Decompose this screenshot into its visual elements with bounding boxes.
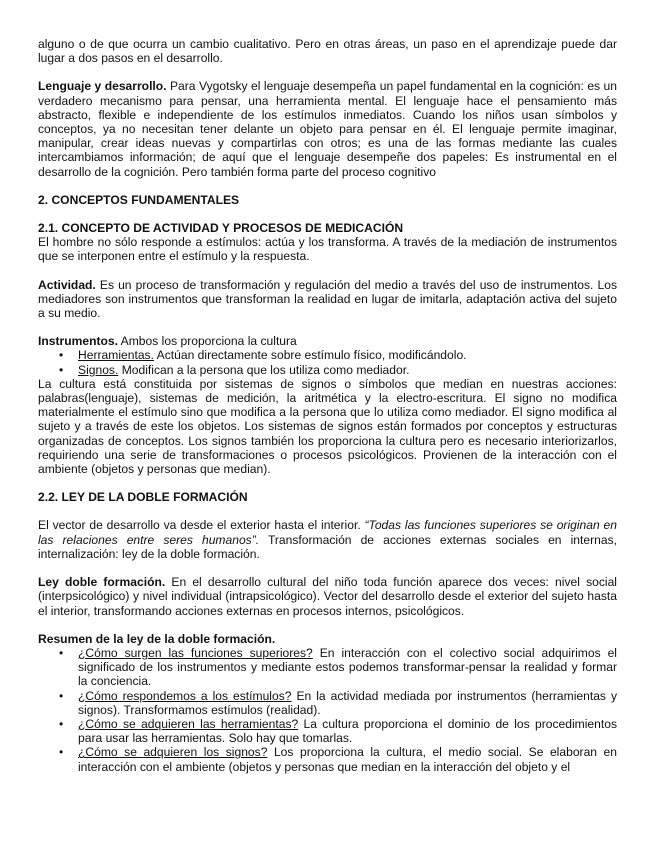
instrumentos-lead: Instrumentos. [38, 334, 118, 349]
lenguaje-text: Para Vygotsky el lenguaje desempeña un papel fundamental en la cognición: es un verdadero mecanismo para pensar, una herramienta mental. El lenguaje hace el pensamiento más abstracto, flexible e independiente de los estímulos inmediatos. Cuando los niños usan símbolos y conceptos, ya no necesitan tener delante un objeto para pensar en él. El lenguaje permite imaginar, manipular, crear ideas nuevas y compartirlas con otros; es una de las formas mediante las cuales intercambiamos información; de aquí que el lenguaje desempeñe dos papeles: Es instrumental en el desarrollo de la cognición. Pero también forma parte del proceso cognitivo [38, 79, 617, 179]
list-item-answer: La cultura proporciona el dominio de los procedimientos para usar las herramientas. Solo hay que tomarlas. [78, 716, 617, 746]
list-item-question: ¿Cómo respondemos a los estímulos? [78, 688, 292, 703]
instrumentos-paragraph [38, 334, 617, 348]
bullet-icon: • [59, 645, 64, 660]
bullet-icon: • [59, 348, 64, 363]
list-item-question: ¿Cómo surgen las funciones superiores? [78, 645, 313, 660]
list-item [38, 717, 617, 745]
list-item-question: ¿Cómo se adquieren los signos? [78, 745, 268, 760]
bullet-icon: • [59, 716, 64, 731]
section-2-1-text: El hombre no sólo responde a estímulos: actúa y los transforma. A través de la mediación de instrumentos que se interponen entre el estímulo y la respuesta. [38, 235, 617, 264]
vector-paragraph [38, 518, 617, 561]
list-item [38, 745, 617, 773]
resumen-title: Resumen de la ley de la doble formación. [38, 631, 276, 646]
bullet-icon: • [59, 688, 64, 703]
list-item-answer: Los proporciona la cultura, el medio social. Se elaboran en interacción con el ambiente (objetos y personas que median en la interacción del objeto y el [78, 745, 617, 774]
list-item-term: Signos. [78, 362, 119, 377]
list-item-term: Herramientas. [78, 348, 154, 363]
instrumentos-text: Ambos los proporciona la cultura [117, 334, 297, 349]
section-2-1-title: 2.1. CONCEPTO DE ACTIVIDAD Y PROCESOS DE MEDICACIÓN [38, 221, 404, 236]
section-2-2-title: 2.2. LEY DE LA DOBLE FORMACIÓN [38, 490, 248, 505]
ley-text: En el desarrollo cultural del niño toda función aparece dos veces: nivel social (interpsicológico) y nivel individual (intrapsicológico). Vector del desarrollo desde el exterior del sujeto hasta el interior, transformando acciones externas en procesos internos, psicológicos. [38, 575, 617, 618]
lenguaje-lead: Lenguaje y desarrollo. [38, 79, 167, 94]
document-page [38, 37, 617, 774]
actividad-lead: Actividad. [38, 277, 96, 292]
list-item [38, 646, 617, 689]
actividad-text: Es un proceso de transformación y regulación del medio a través del uso de instrumentos. Los mediadores son instrumentos que transforman la realidad en lugar de imitarla, adaptación activa del sujeto a su medio. [38, 277, 617, 321]
bullet-icon: • [59, 745, 64, 760]
instrumentos-list [38, 348, 617, 376]
resumen-list [38, 646, 617, 774]
section-2-title: 2. CONCEPTOS FUNDAMENTALES [38, 192, 240, 207]
list-item-text: Modifican a la persona que los utiliza como mediador. [118, 362, 410, 377]
lenguaje-paragraph [38, 79, 617, 178]
intro-text: alguno o de que ocurra un cambio cualitativo. Pero en otras áreas, un paso en el aprendizaje puede dar lugar a dos pasos en el desarrollo. [38, 37, 617, 66]
list-item [38, 363, 617, 377]
list-item-text: Actúan directamente sobre estímulo físico, modificándolo. [153, 348, 467, 363]
cultura-paragraph: La cultura está constituida por sistemas de signos o símbolos que median en nuestras acciones: palabras(lenguaje), sistemas de medición, la aritmética y la electro-escritura. El signo no modifica materialmente el estímulo sino que modifica a la persona que lo utiliza como mediador. El signo modifica al sujeto y a través de este los objetos. Los sistemas de signos están formados por conceptos y estructuras organizadas de conceptos. Los signos también los proporciona la cultura pero es necesario interiorizarlos, requiriendo una serie de transformaciones o procesos psicológicos. Provienen de la interacción con el ambiente (objetos y personas que median). [38, 376, 617, 477]
list-item [38, 689, 617, 717]
actividad-paragraph [38, 278, 617, 321]
vector-text-after: Transformación de acciones externas sociales en internas, internalización: ley de la doble formación. [38, 532, 617, 561]
bullet-icon: • [59, 362, 64, 377]
list-item [38, 348, 617, 362]
list-item-answer: En interacción con el colectivo social adquirimos el significado de los instrumentos y mediante estos podemos transformar-pensar la realidad y formar la conciencia. [78, 645, 617, 689]
vector-quote: “Todas las funciones superiores se originan en las relaciones entre seres humanos”. [38, 518, 618, 547]
ley-paragraph [38, 575, 617, 618]
vector-text-before: El vector de desarrollo va desde el exterior hasta el interior. [38, 518, 365, 533]
intro-paragraph [38, 37, 617, 65]
list-item-answer: En la actividad mediada por instrumentos (herramientas y signos). Transformamos estímulos (realidad). [78, 688, 617, 717]
list-item-question: ¿Cómo se adquieren las herramientas? [78, 716, 299, 731]
ley-lead: Ley doble formación. [38, 575, 166, 590]
